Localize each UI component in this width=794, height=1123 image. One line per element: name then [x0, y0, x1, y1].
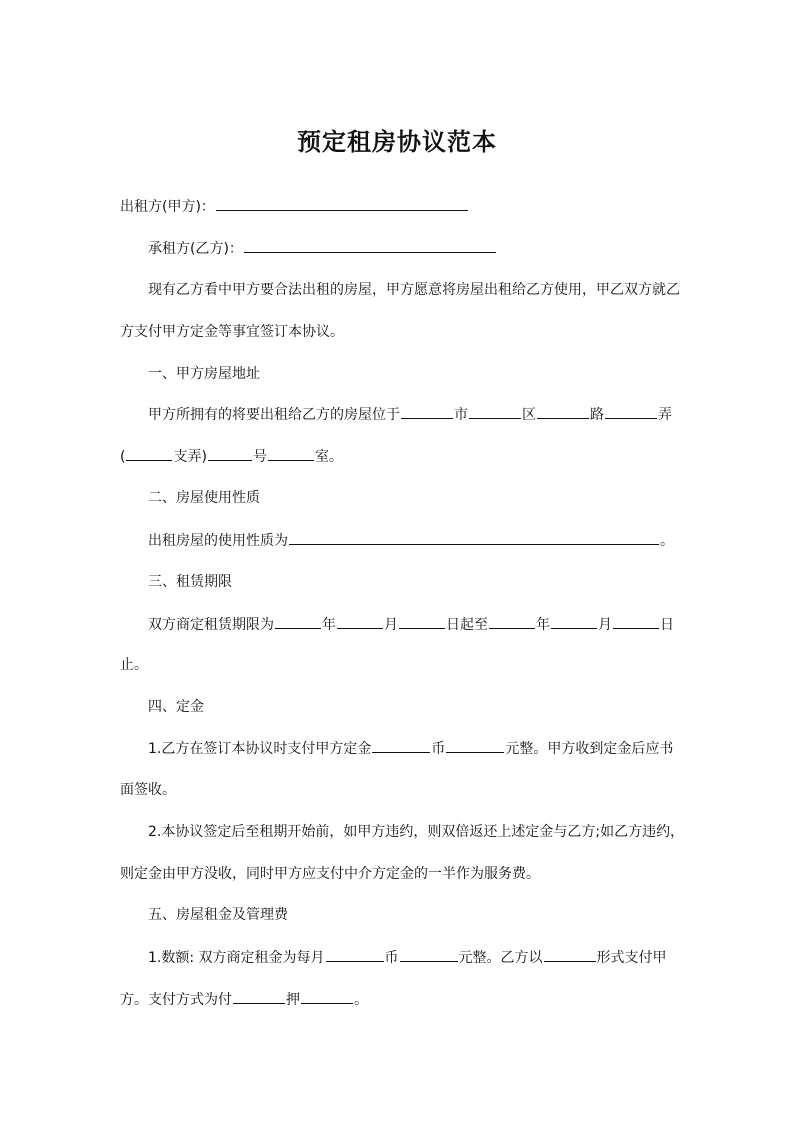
rent-amount-blank[interactable]	[400, 947, 458, 962]
number-blank[interactable]	[208, 446, 252, 461]
deposit-amount-blank[interactable]	[446, 738, 504, 753]
section-2-heading: 二、房屋使用性质	[148, 490, 260, 506]
intro-line-1: 现有乙方看中甲方要合法出租的房屋，甲方愿意将房屋出租给乙方使用，甲乙双方就乙	[148, 282, 680, 298]
lessee-blank[interactable]	[244, 238, 496, 253]
lessee-line	[148, 238, 497, 259]
deposit-line-2: 面签收。	[120, 782, 176, 798]
section-5-heading: 五、房屋租金及管理费	[148, 907, 288, 923]
deposit-months-blank[interactable]	[301, 989, 353, 1004]
start-day-label: 日起至	[446, 617, 488, 633]
end-month-label: 月	[598, 617, 612, 633]
lane-blank[interactable]	[605, 404, 657, 419]
start-month-blank[interactable]	[337, 614, 383, 629]
end-day-blank[interactable]	[613, 614, 659, 629]
usage-line	[148, 530, 674, 551]
start-month-label: 月	[384, 617, 398, 633]
district-label: 区	[522, 407, 536, 423]
section-3-heading: 三、租赁期限	[148, 574, 232, 590]
lessee-label: 承租方(乙方)：	[148, 241, 243, 257]
document-title: 预定租房协议范本	[297, 127, 497, 156]
lane-label: 弄	[658, 407, 672, 423]
start-day-blank[interactable]	[399, 614, 445, 629]
number-label: 号	[252, 449, 267, 465]
city-label: 市	[454, 407, 468, 423]
address-line-1	[148, 404, 672, 425]
road-blank[interactable]	[537, 404, 589, 419]
lessor-blank[interactable]	[216, 196, 468, 211]
usage-text: 出租房屋的使用性质为	[148, 533, 288, 549]
room-label: 室。	[314, 449, 343, 465]
term-line-1	[148, 614, 674, 635]
room-blank[interactable]	[268, 446, 314, 461]
rent-line-end: 。	[354, 992, 368, 1008]
rent-currency-blank[interactable]	[326, 947, 384, 962]
city-blank[interactable]	[401, 404, 453, 419]
sublane-blank[interactable]	[126, 446, 172, 461]
deposit-months-label: 押	[286, 992, 300, 1008]
breach-line-2: 则定金由甲方没收，同时甲方应支付中介方定金的一半作为服务费。	[120, 866, 540, 882]
end-day-label: 日	[660, 617, 674, 633]
usage-end: 。	[660, 533, 674, 549]
deposit-amount-label: 元整。甲方收到定金后应书	[505, 741, 674, 757]
address-text: 甲方所拥有的将要出租给乙方的房屋位于	[148, 407, 400, 423]
lessor-line	[120, 196, 469, 217]
end-year-blank[interactable]	[489, 614, 535, 629]
end-year-label: 年	[536, 617, 550, 633]
lessor-label: 出租方(甲方)：	[120, 199, 215, 215]
rent-currency-label: 币	[384, 950, 399, 966]
deposit-text: 1.乙方在签订本协议时支付甲方定金	[148, 741, 372, 757]
pay-months-blank[interactable]	[233, 989, 285, 1004]
deposit-currency-label: 币	[431, 741, 446, 757]
rent-line-2	[120, 989, 368, 1010]
payment-method-text: 方。支付方式为付	[120, 992, 232, 1008]
rent-text: 1.数额: 双方商定租金为每月	[148, 950, 325, 966]
term-line-2: 止。	[120, 657, 148, 673]
end-month-blank[interactable]	[551, 614, 597, 629]
intro-line-2: 方支付甲方定金等事宜签订本协议。	[120, 324, 344, 340]
term-text: 双方商定租赁期限为	[148, 617, 274, 633]
address-line-2	[120, 446, 343, 467]
deposit-currency-blank[interactable]	[372, 738, 430, 753]
section-4-heading: 四、定金	[148, 699, 204, 715]
rent-amount-label: 元整。乙方以	[458, 950, 543, 966]
section-1-heading: 一、甲方房屋地址	[148, 366, 260, 382]
deposit-line-1	[148, 738, 673, 759]
road-label: 路	[590, 407, 604, 423]
usage-blank[interactable]	[289, 530, 659, 545]
district-blank[interactable]	[469, 404, 521, 419]
start-year-blank[interactable]	[275, 614, 321, 629]
payment-form-label: 形式支付甲	[596, 950, 667, 966]
breach-line-1: 2.本协议签定后至租期开始前，如甲方违约，则双倍返还上述定金与乙方;如乙方违约，	[148, 824, 685, 840]
sublane-label: 支弄)	[173, 449, 207, 465]
rent-line-1	[148, 947, 667, 968]
paren-open: (	[120, 449, 126, 465]
start-year-label: 年	[322, 617, 336, 633]
payment-form-blank[interactable]	[544, 947, 596, 962]
